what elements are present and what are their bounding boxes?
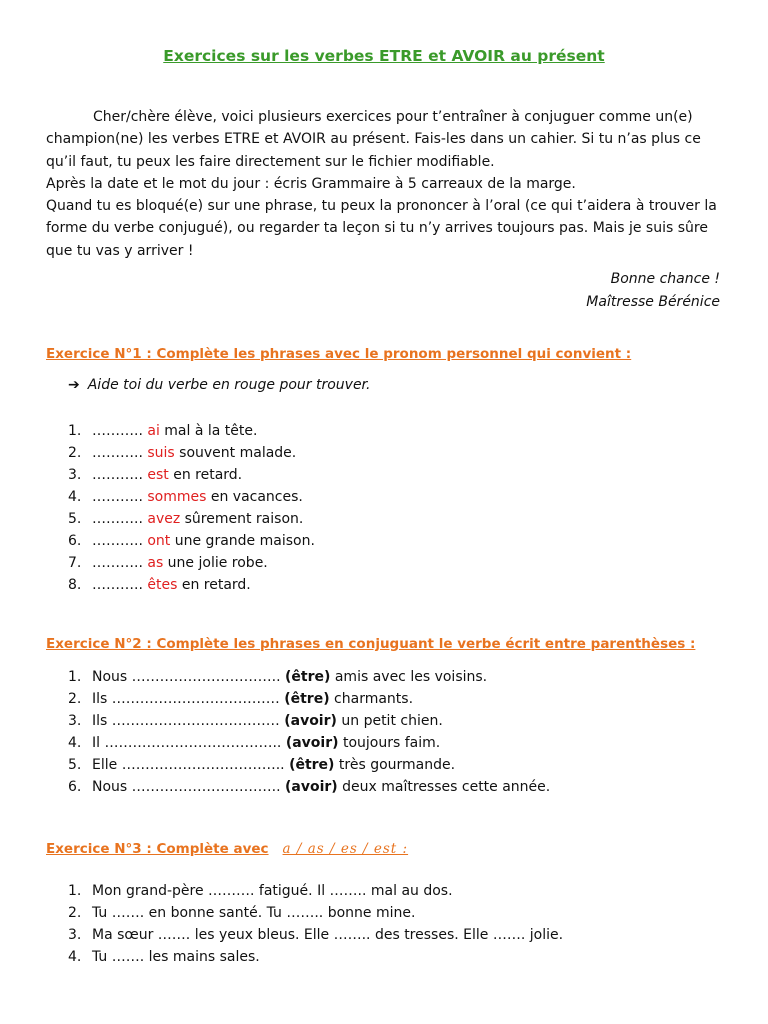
signature	[586, 268, 720, 313]
item-number: 1.	[68, 883, 82, 899]
list-item	[68, 946, 563, 968]
sentence-rest: mal à la tête.	[159, 423, 258, 439]
blank: …………………………..	[131, 779, 286, 795]
verb: (être)	[284, 691, 330, 707]
item-number: 4.	[68, 735, 82, 751]
exercise-1-title: Exercice N°1 : Complète les phrases avec le pronom personnel qui convient :	[46, 346, 632, 362]
sentence-rest: sûrement raison.	[180, 511, 304, 527]
blank: ………………………………	[111, 691, 285, 707]
subject: Nous	[92, 779, 132, 795]
verb: (être)	[289, 757, 335, 773]
list-item	[68, 732, 550, 754]
list-item	[68, 574, 315, 596]
sentence-rest: très gourmande.	[334, 757, 456, 773]
item-number: 2.	[68, 445, 82, 461]
sentence: Tu ……. les mains sales.	[92, 949, 260, 965]
blank: ………..	[92, 445, 148, 461]
list-item	[68, 776, 550, 798]
verb: (avoir)	[284, 713, 337, 729]
item-number: 2.	[68, 691, 82, 707]
verb: as	[147, 555, 164, 571]
exercise-1-hint	[68, 377, 370, 393]
verb: (avoir)	[285, 735, 339, 751]
exercise-1-list	[68, 420, 315, 596]
arrow-right-icon: ➔	[68, 377, 80, 393]
blank: ………………………………	[111, 713, 285, 729]
sentence-rest: un petit chien.	[336, 713, 443, 729]
verb: ont	[147, 533, 171, 549]
subject: Elle	[92, 757, 122, 773]
list-item	[68, 442, 315, 464]
sentence-rest: deux maîtresses cette année.	[337, 779, 551, 795]
verb: ai	[147, 423, 160, 439]
list-item	[68, 880, 563, 902]
verb: êtes	[147, 577, 178, 593]
blank: …………………………..	[131, 669, 286, 685]
exercise-2-title: Exercice N°2 : Complète les phrases en conjuguant le verbe écrit entre parenthèses :	[46, 636, 696, 652]
item-number: 8.	[68, 577, 82, 593]
intro-paragraph-3: Quand tu es bloqué(e) sur une phrase, tu peux la prononcer à l’oral (ce qui t’aidera à trouver la forme du verbe conjugué), ou regarder ta leçon si tu n’y arrives toujours pas. Mais je suis sûre que tu vas y arriver !	[46, 198, 717, 259]
blank: ………..	[92, 555, 148, 571]
blank: ………..	[92, 467, 148, 483]
intro-paragraph-1: Cher/chère élève, voici plusieurs exercices pour t’entraîner à conjuguer comme un(e) champion(ne) les verbes ETRE et AVOIR au présent. Fais-les dans un cahier. Si tu n’as plus ce qu’il faut, tu peux les faire directement sur le fichier modifiable.	[46, 109, 701, 170]
item-number: 6.	[68, 533, 82, 549]
blank: ………..	[92, 423, 148, 439]
sentence-rest: en retard.	[168, 467, 243, 483]
exercise-3-title	[46, 841, 408, 857]
intro-text	[46, 106, 726, 262]
sentence-rest: souvent malade.	[174, 445, 297, 461]
subject: Il	[92, 735, 105, 751]
list-item	[68, 902, 563, 924]
exercise-2-list	[68, 666, 550, 798]
sentence-rest: toujours faim.	[338, 735, 441, 751]
item-number: 7.	[68, 555, 82, 571]
intro-paragraph-2: Après la date et le mot du jour : écris Grammaire à 5 carreaux de la marge.	[46, 175, 576, 192]
sentence: Tu ……. en bonne santé. Tu …….. bonne mine.	[92, 905, 416, 921]
sentence-rest: en retard.	[177, 577, 251, 593]
sentence: Mon grand-père ………. fatigué. Il …….. mal au dos.	[92, 883, 453, 899]
item-number: 3.	[68, 713, 82, 729]
sentence-rest: une jolie robe.	[163, 555, 268, 571]
signature-line-2: Maîtresse Bérénice	[586, 293, 720, 310]
list-item	[68, 508, 315, 530]
sentence: Ma sœur ……. les yeux bleus. Elle …….. des tresses. Elle ……. jolie.	[92, 927, 564, 943]
page-title: Exercices sur les verbes ETRE et AVOIR au présent	[163, 47, 605, 65]
item-number: 1.	[68, 669, 82, 685]
item-number: 6.	[68, 779, 82, 795]
blank: ………………………………..	[104, 735, 286, 751]
subject: Ils	[92, 691, 112, 707]
verb: avez	[147, 511, 181, 527]
list-item	[68, 924, 563, 946]
verb: est	[147, 467, 169, 483]
blank: ……………………………..	[121, 757, 290, 773]
list-item	[68, 552, 315, 574]
hint-text: Aide toi du verbe en rouge pour trouver.	[87, 377, 371, 393]
blank: ………..	[92, 511, 148, 527]
verb: sommes	[147, 489, 207, 505]
item-number: 3.	[68, 467, 82, 483]
item-number: 4.	[68, 949, 82, 965]
blank: ………..	[92, 577, 148, 593]
exercise-3-list	[68, 880, 563, 968]
exercise-3-options: a / as / es / est :	[282, 841, 409, 857]
blank: ………..	[92, 489, 148, 505]
item-number: 5.	[68, 511, 82, 527]
subject: Ils	[92, 713, 112, 729]
signature-line-1: Bonne chance !	[610, 271, 720, 287]
list-item	[68, 420, 315, 442]
item-number: 1.	[68, 423, 82, 439]
list-item	[68, 666, 550, 688]
list-item	[68, 530, 315, 552]
subject: Nous	[92, 669, 132, 685]
verb: (avoir)	[285, 779, 338, 795]
sentence-rest: amis avec les voisins.	[330, 669, 488, 685]
exercise-3-title-text: Exercice N°3 : Complète avec	[46, 841, 269, 857]
item-number: 5.	[68, 757, 82, 773]
sentence-rest: une grande maison.	[170, 533, 315, 549]
item-number: 3.	[68, 927, 82, 943]
item-number: 4.	[68, 489, 82, 505]
verb: suis	[147, 445, 175, 461]
list-item	[68, 486, 315, 508]
list-item	[68, 710, 550, 732]
blank: ………..	[92, 533, 148, 549]
item-number: 2.	[68, 905, 82, 921]
list-item	[68, 464, 315, 486]
verb: (être)	[285, 669, 331, 685]
sentence-rest: charmants.	[329, 691, 414, 707]
list-item	[68, 688, 550, 710]
list-item	[68, 754, 550, 776]
sentence-rest: en vacances.	[206, 489, 303, 505]
